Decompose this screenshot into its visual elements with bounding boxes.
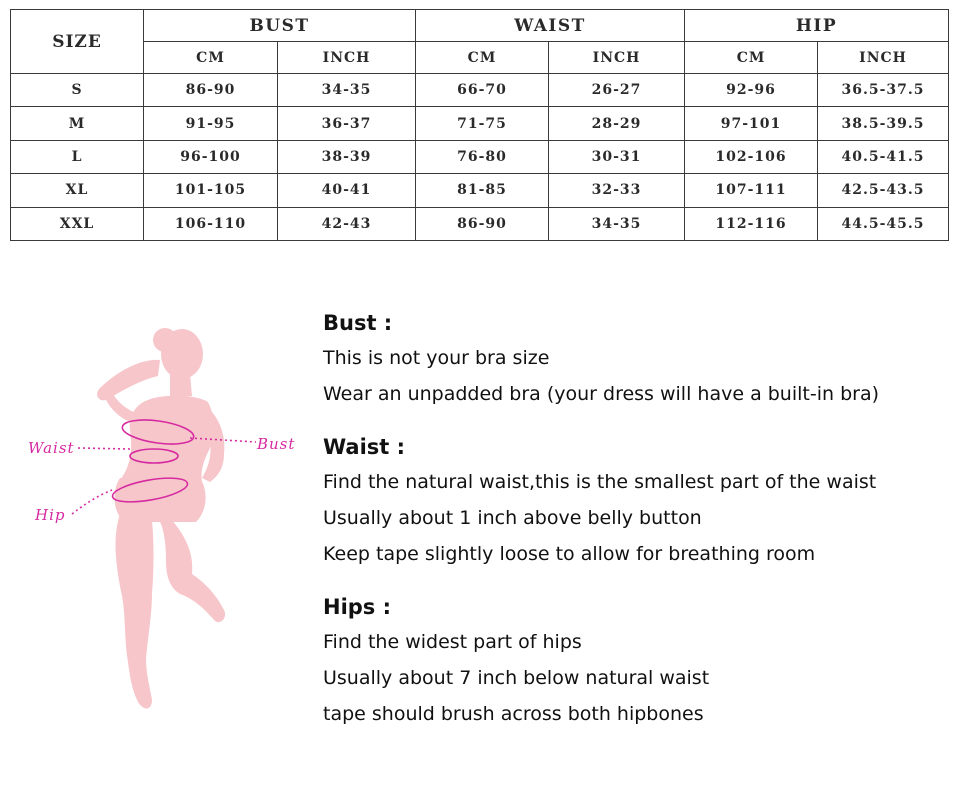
- section-title: Hips :: [323, 595, 392, 619]
- guide-line: Usually about 1 inch above belly button: [323, 507, 702, 529]
- guide-line: Wear an unpadded bra (your dress will have a built-in bra): [323, 383, 880, 405]
- table-cell: 42.5-43.5: [818, 174, 949, 207]
- bust-label: Bust: [257, 435, 296, 453]
- table-row: [11, 74, 949, 107]
- table-cell: 106-110: [144, 207, 278, 240]
- unit-header: INCH: [818, 42, 949, 74]
- table-cell: 76-80: [416, 140, 549, 173]
- waist-group-header: WAIST: [416, 10, 685, 42]
- hip-group-header: HIP: [685, 10, 949, 42]
- table-cell: 40-41: [278, 174, 416, 207]
- table-cell: 36-37: [278, 107, 416, 140]
- size-chart-table: [10, 9, 949, 241]
- table-cell: 66-70: [416, 74, 549, 107]
- waist-section: [323, 430, 943, 572]
- table-cell: 101-105: [144, 174, 278, 207]
- table-cell: 107-111: [685, 174, 818, 207]
- unit-header: INCH: [549, 42, 685, 74]
- table-cell: 102-106: [685, 140, 818, 173]
- size-cell: XXL: [11, 207, 144, 240]
- guide-line: Usually about 7 inch below natural waist: [323, 667, 710, 689]
- waist-label: Waist: [28, 439, 75, 457]
- size-cell: M: [11, 107, 144, 140]
- table-cell: 96-100: [144, 140, 278, 173]
- table-row: [11, 140, 949, 173]
- table-cell: 36.5-37.5: [818, 74, 949, 107]
- size-cell: S: [11, 74, 144, 107]
- table-row: [11, 107, 949, 140]
- size-header: SIZE: [11, 10, 144, 74]
- table-cell: 34-35: [549, 207, 685, 240]
- table-cell: 28-29: [549, 107, 685, 140]
- table-cell: 34-35: [278, 74, 416, 107]
- size-rows: [11, 74, 949, 241]
- unit-header: CM: [144, 42, 278, 74]
- size-cell: XL: [11, 174, 144, 207]
- guide-line: Find the widest part of hips: [323, 631, 582, 653]
- body-silhouette: [97, 328, 225, 709]
- table-row: [11, 207, 949, 240]
- bust-section: [323, 306, 943, 412]
- measuring-guide: [323, 306, 943, 732]
- table-cell: 26-27: [549, 74, 685, 107]
- hips-section: [323, 590, 943, 732]
- hip-label: Hip: [35, 506, 66, 524]
- guide-line: This is not your bra size: [323, 347, 550, 369]
- size-cell: L: [11, 140, 144, 173]
- bust-group-header: BUST: [144, 10, 416, 42]
- table-cell: 38-39: [278, 140, 416, 173]
- table-cell: 81-85: [416, 174, 549, 207]
- table-cell: 42-43: [278, 207, 416, 240]
- table-cell: 71-75: [416, 107, 549, 140]
- table-cell: 40.5-41.5: [818, 140, 949, 173]
- table-cell: 92-96: [685, 74, 818, 107]
- section-title: Bust :: [323, 311, 393, 335]
- section-title: Waist :: [323, 435, 406, 459]
- measurement-figure: [20, 318, 310, 722]
- table-cell: 112-116: [685, 207, 818, 240]
- table-cell: 44.5-45.5: [818, 207, 949, 240]
- table-row: [11, 174, 949, 207]
- unit-header: INCH: [278, 42, 416, 74]
- guide-line: Keep tape slightly loose to allow for breathing room: [323, 543, 816, 565]
- guide-line: Find the natural waist,this is the smallest part of the waist: [323, 471, 877, 493]
- table-cell: 91-95: [144, 107, 278, 140]
- table-cell: 86-90: [144, 74, 278, 107]
- table-cell: 38.5-39.5: [818, 107, 949, 140]
- table-cell: 32-33: [549, 174, 685, 207]
- guide-line: tape should brush across both hipbones: [323, 703, 704, 725]
- table-cell: 86-90: [416, 207, 549, 240]
- table-cell: 97-101: [685, 107, 818, 140]
- table-cell: 30-31: [549, 140, 685, 173]
- unit-header: CM: [685, 42, 818, 74]
- unit-header: CM: [416, 42, 549, 74]
